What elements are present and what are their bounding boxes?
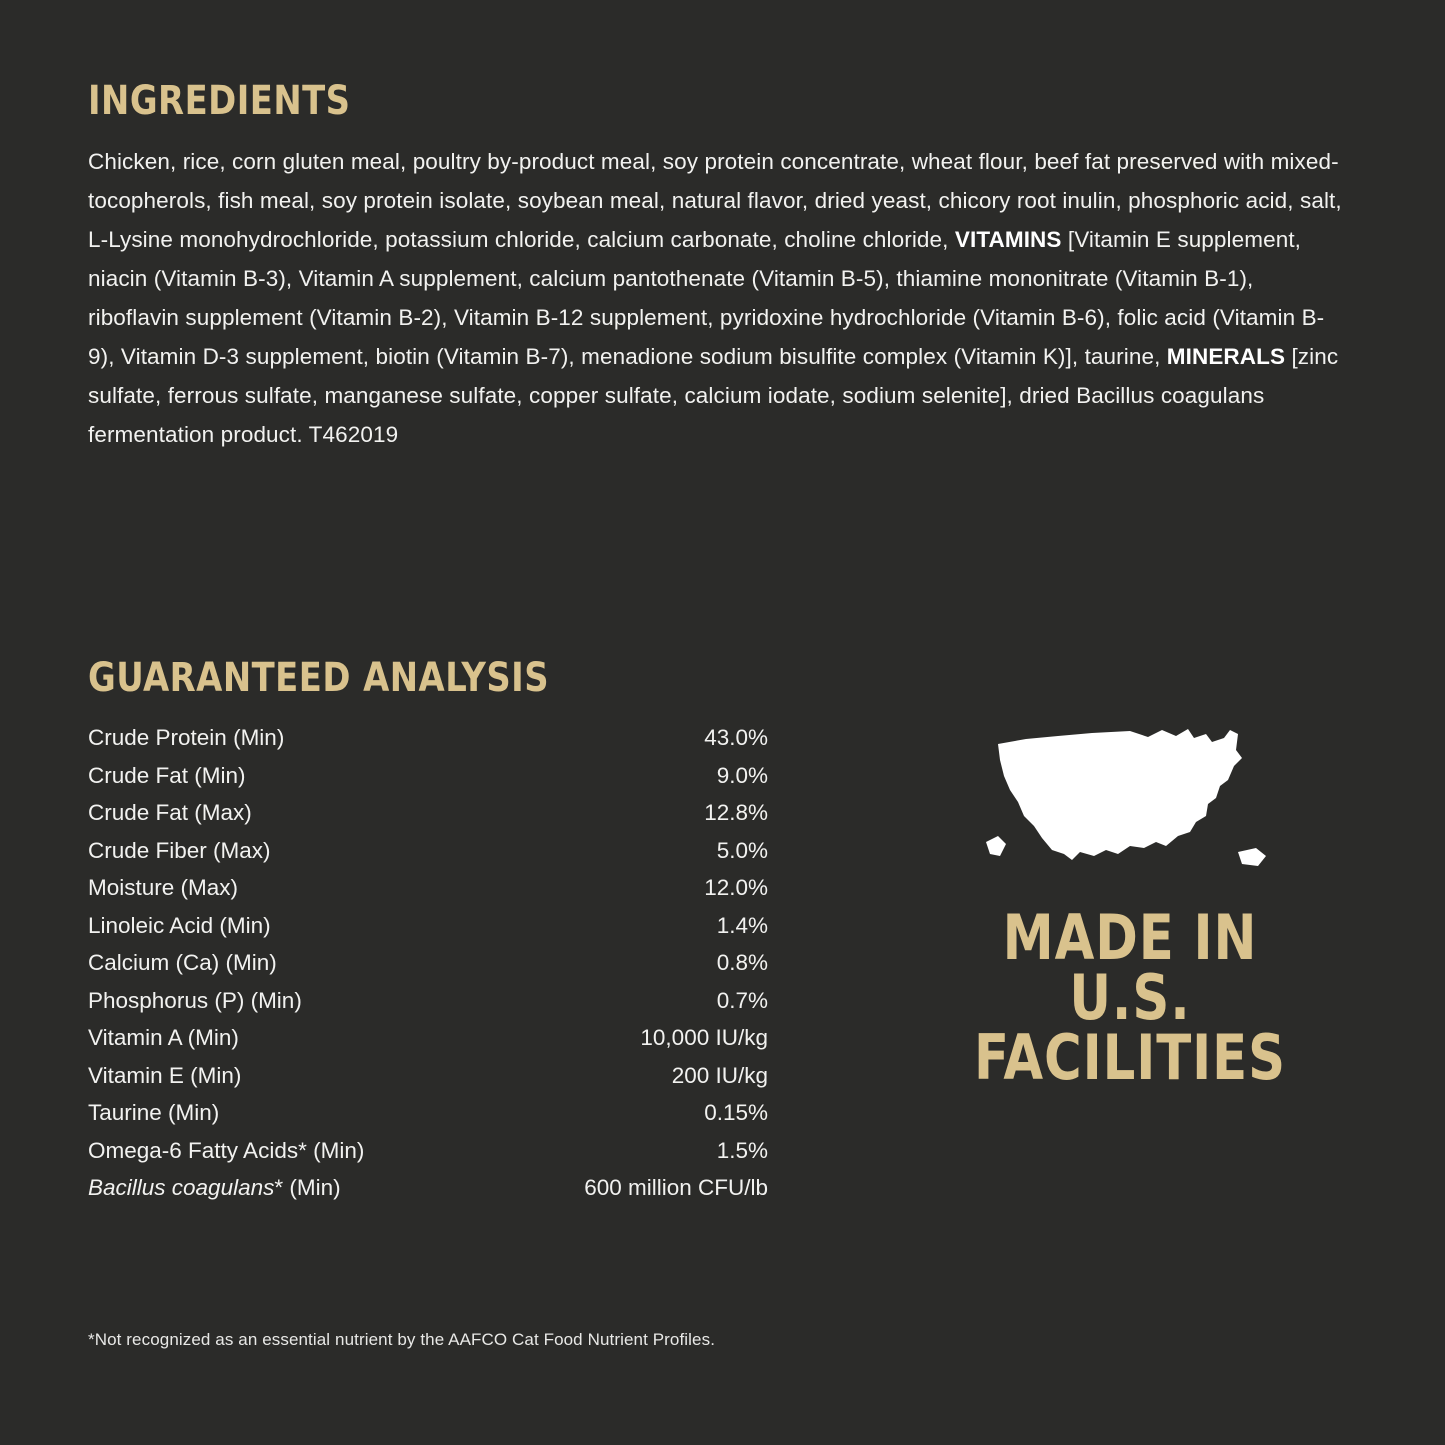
table-row	[88, 1019, 768, 1057]
table-row	[88, 1057, 768, 1095]
nutrient-name: Crude Fat (Min)	[88, 762, 246, 788]
table-row	[88, 794, 768, 832]
guaranteed-analysis-heading: GUARANTEED ANALYSIS	[88, 655, 550, 701]
table-row	[88, 1169, 768, 1207]
nutrient-value: 0.7%	[716, 987, 768, 1013]
ingredients-emphasis: VITAMINS	[954, 227, 1062, 252]
table-row	[88, 719, 768, 757]
nutrient-value: 12.8%	[704, 800, 768, 825]
nutrient-name: Crude Protein (Min)	[88, 725, 285, 750]
table-row	[88, 757, 768, 795]
table-row	[88, 832, 768, 870]
nutrient-value: 0.15%	[704, 1100, 768, 1125]
nutrient-name: Crude Fat (Max)	[88, 800, 252, 825]
nutrient-value: 10,000 IU/kg	[640, 1025, 768, 1050]
nutrient-name: Moisture (Max)	[88, 875, 239, 900]
nutrient-value: 5.0%	[716, 837, 768, 863]
nutrient-value: 1.4%	[716, 912, 768, 938]
made-in-usa-line-2: U.S.	[1069, 961, 1191, 1034]
table-row	[88, 1094, 768, 1132]
nutrient-name: Phosphorus (P) (Min)	[88, 987, 302, 1013]
ingredients-emphasis: MINERALS	[1166, 344, 1286, 369]
nutrient-name: Calcium (Ca) (Min)	[88, 950, 277, 975]
nutrient-value: 200 IU/kg	[671, 1062, 768, 1088]
footnote-text: *Not recognized as an essential nutrient by the AAFCO Cat Food Nutrient Profiles.	[88, 1330, 716, 1349]
ingredients-heading: INGREDIENTS	[88, 78, 351, 124]
ingredients-text: Chicken, rice, corn gluten meal, poultry by-product meal, soy protein concentrate, wheat flour, beef fat preserved with mixed-tocopherols, fish meal, soy protein isolate, soybean meal, natural flavor, dried yeast, chicory root inulin, phosphoric acid, salt, L-Lysine monohydrochloride, potassium chloride, calcium carbonate, choline chloride, VITAMINS [Vitamin E supplement, niacin (Vitamin B-3), Vitamin A supplement, calcium pantothenate (Vitamin B-5), thiamine mononitrate (Vitamin B-1), riboflavin supplement (Vitamin B-2), Vitamin B-12 supplement, pyridoxine hydrochloride (Vitamin B-6), folic acid (Vitamin B-9), Vitamin D-3 supplement, biotin (Vitamin B-7), menadione sodium bisulfite complex (Vitamin K)], taurine, MINERALS [zinc sulfate, ferrous sulfate, manganese sulfate, copper sulfate, calcium iodate, sodium selenite], dried Bacillus coagulans fermentation product. T462019	[88, 149, 1342, 447]
nutrient-value: 0.8%	[716, 950, 768, 975]
guaranteed-analysis-table	[88, 719, 768, 1207]
usa-map-icon	[980, 720, 1280, 890]
nutrient-name: Taurine (Min)	[88, 1100, 220, 1125]
table-row	[88, 869, 768, 907]
table-row	[88, 907, 768, 945]
nutrient-value: 600 million CFU/lb	[584, 1175, 768, 1200]
nutrient-value: 12.0%	[704, 875, 768, 900]
made-in-usa-line-1: MADE IN	[1002, 901, 1258, 974]
nutrient-name: Bacillus coagulans* (Min)	[88, 1175, 341, 1200]
nutrient-value: 43.0%	[704, 725, 768, 750]
table-row	[88, 1132, 768, 1170]
nutrient-value: 1.5%	[716, 1137, 768, 1163]
nutrient-name: Linoleic Acid (Min)	[88, 912, 271, 938]
nutrient-name: Vitamin E (Min)	[88, 1062, 242, 1088]
nutrient-value: 9.0%	[716, 762, 768, 788]
table-row	[88, 982, 768, 1020]
nutrient-name: Crude Fiber (Max)	[88, 837, 271, 863]
table-row	[88, 944, 768, 982]
made-in-usa-badge	[930, 720, 1330, 1094]
nutrient-name: Omega-6 Fatty Acids* (Min)	[88, 1137, 365, 1163]
made-in-usa-line-3: FACILITIES	[973, 1021, 1287, 1094]
nutrient-name: Vitamin A (Min)	[88, 1025, 239, 1050]
